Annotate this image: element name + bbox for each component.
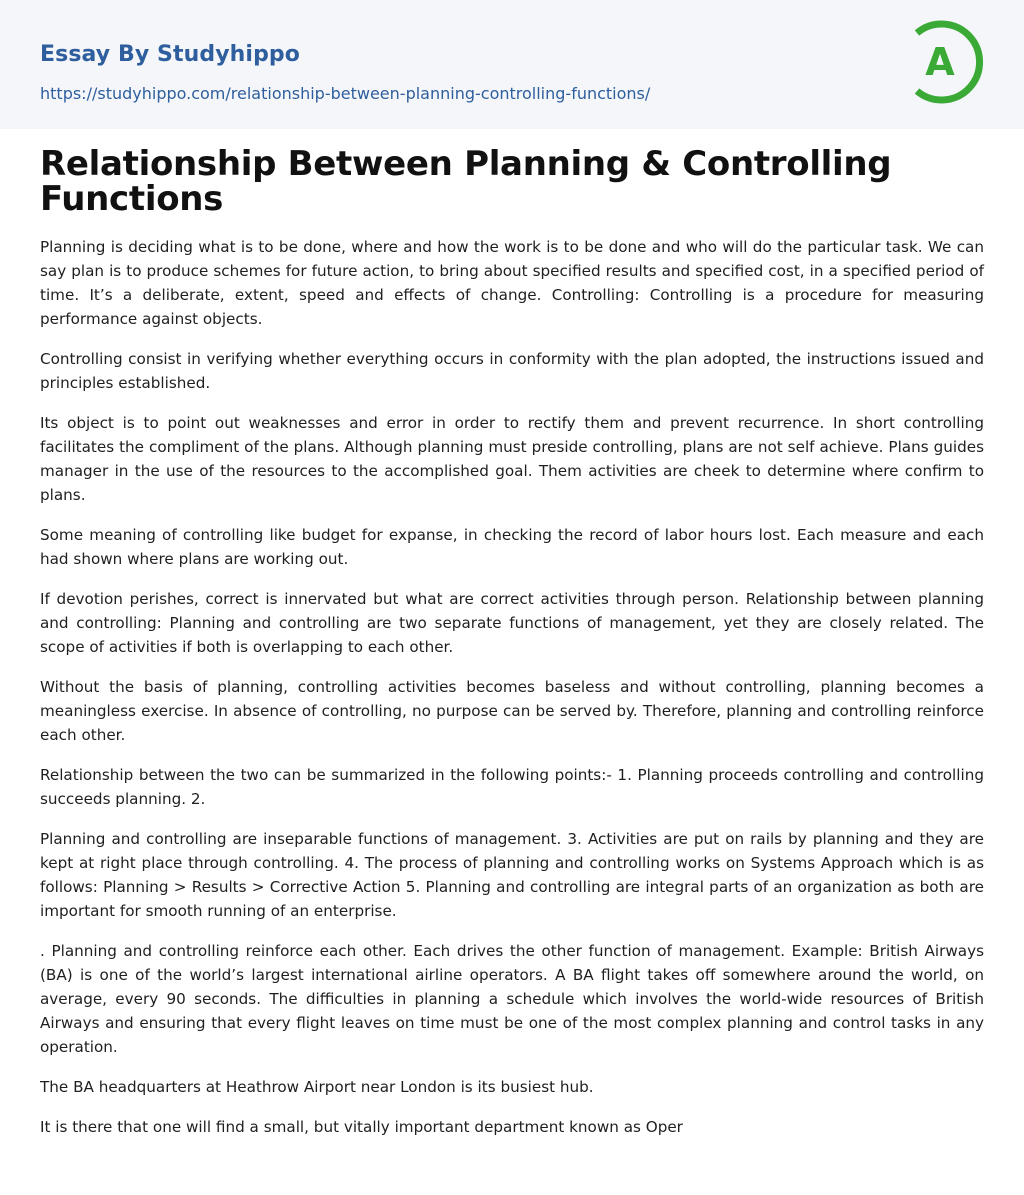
logo-letter: A [925, 40, 955, 84]
essay-paragraph: Without the basis of planning, controlling activities becomes baseless and without controlling, planning becomes a meaningless exercise. In absence of controlling, no purpose can be served by. Therefore, planning and controlling reinforce each other. [40, 678, 984, 744]
essay-paragraph: It is there that one will find a small, but vitally important department known as Oper [40, 1118, 683, 1136]
essay-content [0, 129, 1024, 1139]
essay-paragraph: Planning and controlling are inseparable functions of management. 3. Activities are put on rails by planning and they are kept at right place through controlling. 4. The process of planning and controlling works on Systems Approach which is as follows: Planning > Results > Corrective Action 5. Planning and controlling are integral parts of an organization as both are important for smooth running of an enterprise. [40, 830, 984, 920]
logo-ring-icon [906, 18, 990, 106]
brand-title[interactable]: Essay By Studyhippo [40, 42, 300, 67]
essay-paragraph: Its object is to point out weaknesses and error in order to rectify them and prevent recurrence. In short controlling facilitates the compliment of the plans. Although planning must preside controlling, plans are not self achieve. Plans guides manager in the use of the resources to the accomplished goal. Them activities are cheek to determine where confirm to plans. [40, 414, 984, 504]
essay-title: Relationship Between Planning & Controlling Functions [40, 144, 892, 219]
essay-paragraph: Planning is deciding what is to be done, where and how the work is to be done and who will do the particular task. We can say plan is to produce schemes for future action, to bring about specified results and specified cost, in a specified period of time. It’s a deliberate, extent, speed and effects of change. Controlling: Controlling is a procedure for measuring performance against objects. [40, 238, 984, 328]
essay-paragraph: If devotion perishes, correct is innervated but what are correct activities through person. Relationship between planning and controlling: Planning and controlling are two separate functions of management, yet they are closely related. The scope of activities if both is overlapping to each other. [40, 590, 984, 656]
essay-paragraph: Some meaning of controlling like budget for expanse, in checking the record of labor hours lost. Each measure and each had shown where plans are working out. [40, 526, 984, 568]
site-header [0, 0, 1024, 129]
studyhippo-logo[interactable] [906, 18, 990, 106]
essay-url-link[interactable]: https://studyhippo.com/relationship-between-planning-controlling-functions/ [40, 84, 651, 103]
essay-paragraph: Relationship between the two can be summarized in the following points:- 1. Planning proceeds controlling and controlling succeeds planning. 2. [40, 766, 984, 808]
essay-paragraph: Controlling consist in verifying whether everything occurs in conformity with the plan adopted, the instructions issued and principles established. [40, 350, 984, 392]
essay-paragraph: . Planning and controlling reinforce each other. Each drives the other function of management. Example: British Airways (BA) is one of the world’s largest international airline operators. A BA flight takes off somewhere around the world, on average, every 90 seconds. The difficulties in planning a schedule which involves the world-wide resources of British Airways and ensuring that every flight leaves on time must be one of the most complex planning and control tasks in any operation. [40, 942, 984, 1056]
essay-paragraph: The BA headquarters at Heathrow Airport near London is its busiest hub. [40, 1078, 594, 1096]
